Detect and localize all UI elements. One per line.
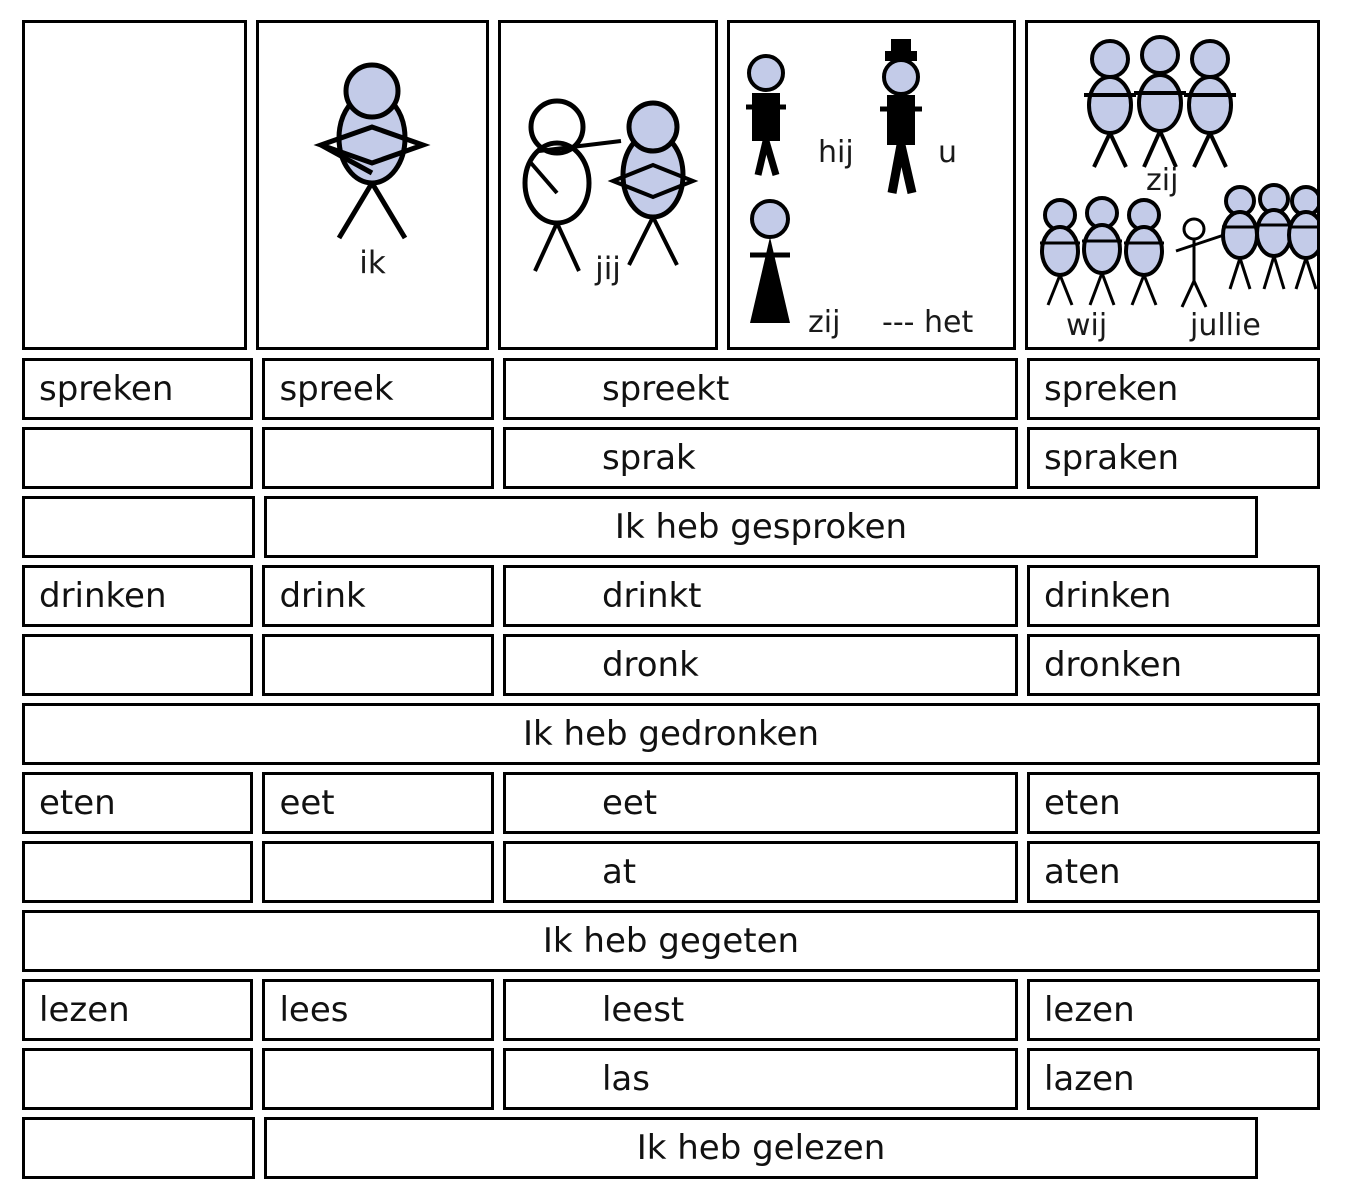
figure-jij xyxy=(501,23,715,347)
cell-infinitive: drinken xyxy=(22,565,253,627)
cell-past-plural: spraken xyxy=(1027,427,1320,489)
cell-plural: lezen xyxy=(1027,979,1320,1041)
cell-first-person: spreek xyxy=(262,358,493,420)
cell-past-plural: dronken xyxy=(1027,634,1320,696)
cell-third-person: spreekt xyxy=(503,358,1018,420)
cell-empty xyxy=(262,841,493,903)
header-cell-hij-u-zij-het xyxy=(727,20,1016,350)
table-row xyxy=(22,1048,1320,1110)
cell-first-person: lees xyxy=(262,979,493,1041)
table-row xyxy=(22,634,1320,696)
cell-past-singular: dronk xyxy=(503,634,1018,696)
label-zij-plural: zij xyxy=(1146,163,1179,198)
cell-empty xyxy=(22,427,253,489)
cell-past-singular: las xyxy=(503,1048,1018,1110)
cell-perfect: Ik heb gelezen xyxy=(264,1117,1258,1179)
cell-perfect: Ik heb gegeten xyxy=(22,910,1320,972)
label-hij: hij xyxy=(818,135,854,170)
cell-perfect: Ik heb gedronken xyxy=(22,703,1320,765)
cell-first-person: drink xyxy=(262,565,493,627)
cell-perfect: Ik heb gesproken xyxy=(264,496,1258,558)
cell-empty xyxy=(22,1117,255,1179)
cell-first-person: eet xyxy=(262,772,493,834)
header-cell-zij-wij-jullie xyxy=(1025,20,1320,350)
table-row xyxy=(22,496,1320,558)
label-het: --- het xyxy=(882,305,974,340)
table-row xyxy=(22,772,1320,834)
table-row xyxy=(22,841,1320,903)
table-row xyxy=(22,910,1320,972)
pronoun-header-row xyxy=(22,20,1320,350)
cell-empty xyxy=(22,841,253,903)
label-ik: ik xyxy=(359,245,386,281)
header-cell-empty xyxy=(22,20,247,350)
person-pointing-self-icon xyxy=(259,23,486,347)
cell-empty xyxy=(22,496,255,558)
four-persons-group-icon xyxy=(730,23,1013,347)
label-zij-singular: zij xyxy=(808,305,841,340)
cell-infinitive: spreken xyxy=(22,358,253,420)
cell-plural: drinken xyxy=(1027,565,1320,627)
cell-empty xyxy=(262,1048,493,1110)
cell-empty xyxy=(22,634,253,696)
cell-plural: eten xyxy=(1027,772,1320,834)
header-cell-jij xyxy=(498,20,718,350)
cell-empty xyxy=(262,634,493,696)
label-wij: wij xyxy=(1066,308,1108,343)
header-cell-ik xyxy=(256,20,489,350)
cell-past-plural: aten xyxy=(1027,841,1320,903)
table-row xyxy=(22,979,1320,1041)
table-row xyxy=(22,703,1320,765)
cell-infinitive: lezen xyxy=(22,979,253,1041)
figure-plural-groups xyxy=(1028,23,1317,347)
table-row xyxy=(22,1117,1320,1179)
label-jij: jij xyxy=(595,251,621,287)
label-jullie: jullie xyxy=(1190,308,1261,343)
figure-ik xyxy=(259,23,486,347)
cell-third-person: eet xyxy=(503,772,1018,834)
cell-plural: spreken xyxy=(1027,358,1320,420)
cell-empty xyxy=(262,427,493,489)
cell-past-singular: at xyxy=(503,841,1018,903)
table-row xyxy=(22,565,1320,627)
cell-empty xyxy=(22,1048,253,1110)
table-row xyxy=(22,427,1320,489)
two-persons-pointing-icon xyxy=(501,23,715,347)
table-row xyxy=(22,358,1320,420)
figure-third-person-group xyxy=(730,23,1013,347)
label-u: u xyxy=(938,135,958,170)
cell-third-person: leest xyxy=(503,979,1018,1041)
cell-past-singular: sprak xyxy=(503,427,1018,489)
conjugation-table xyxy=(22,358,1320,1179)
cell-infinitive: eten xyxy=(22,772,253,834)
cell-past-plural: lazen xyxy=(1027,1048,1320,1110)
cell-third-person: drinkt xyxy=(503,565,1018,627)
